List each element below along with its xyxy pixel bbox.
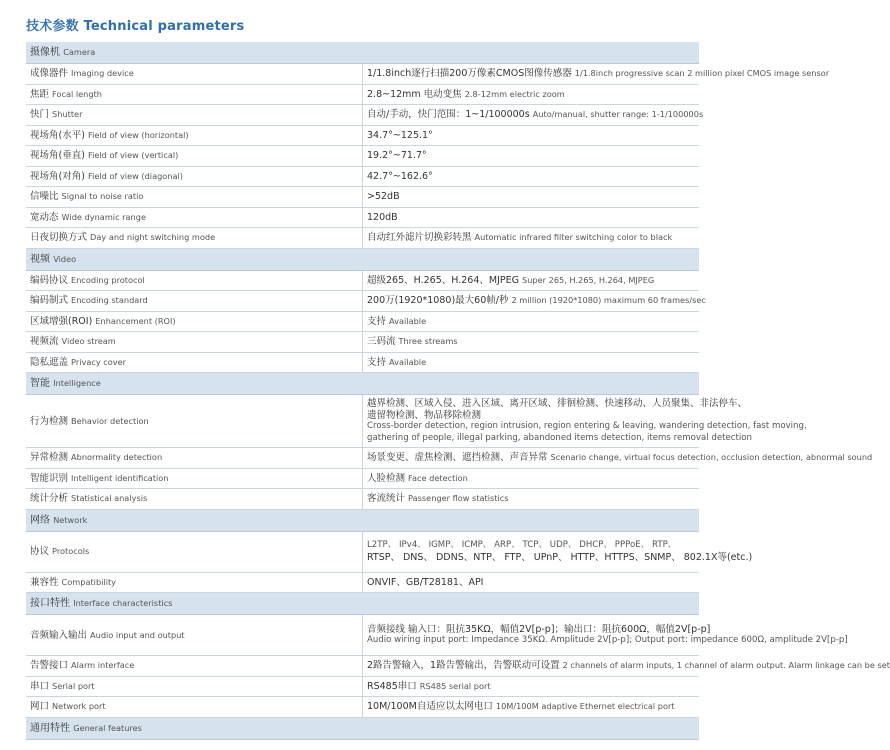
spec-row: [26, 395, 699, 448]
spec-label-cn: 宽动态: [30, 211, 59, 223]
spec-label-cn: 快门: [30, 109, 50, 121]
spec-value-cn: 200万(1920*1080)最大60帧/秒: [367, 295, 509, 307]
spec-label: [26, 270, 363, 291]
spec-value: [363, 64, 830, 85]
section-title-cn: 智能: [30, 378, 50, 389]
spec-label-en: Protocols: [52, 546, 90, 556]
spec-label: [26, 676, 363, 697]
spec-value-cn: 19.2°~71.7°: [367, 150, 427, 162]
spec-value-line: 越界检测、区域入侵、进入区域、离开区域、徘徊检测、快速移动、人员聚集、非法停车、: [367, 398, 748, 409]
spec-label-en: Alarm interface: [71, 660, 135, 671]
section-title-cn: 网络: [30, 514, 50, 526]
spec-label-cn: 告警接口: [30, 660, 69, 672]
spec-value-cn: 120dB: [367, 211, 398, 223]
spec-row: [26, 228, 699, 249]
spec-label: [26, 64, 363, 85]
spec-label-cn: 串口: [30, 680, 50, 692]
section-title-cn: 视频: [30, 253, 50, 265]
spec-label: [26, 395, 363, 448]
spec-value-cn: 34.7°~125.1°: [367, 129, 433, 141]
spec-value-line: Audio wiring input port: Impedance 35KΩ. Amplitude 2V[p-p]; Output port: impedance 600Ω, amplitude 2V[p-p]: [367, 635, 848, 645]
spec-value-en: RS485 serial port: [419, 680, 491, 691]
spec-label-cn: 日夜切换方式: [30, 232, 88, 244]
spec-value-line: RTSP、 DNS、 DDNS、NTP、 FTP、 UPnP、 HTTP、HTTPS、SNMP、 802.1X等(etc.): [367, 551, 753, 563]
spec-label-en: Field of view (diagonal): [87, 170, 183, 181]
spec-label-cn: 统计分析: [30, 493, 69, 505]
spec-label-en: Enhancement (ROI): [95, 315, 176, 326]
spec-value: [363, 84, 700, 105]
spec-label: [26, 291, 363, 312]
spec-label-en: Focal length: [52, 88, 102, 99]
spec-label-en: Network port: [52, 701, 106, 712]
spec-row: [26, 125, 699, 146]
spec-value: [363, 395, 807, 448]
spec-label: [26, 656, 363, 677]
spec-label: [26, 332, 363, 353]
section-header: [26, 717, 699, 739]
section-title-cn: 接口特性: [30, 598, 70, 609]
spec-value: [363, 125, 700, 146]
section-header: [26, 248, 699, 270]
spec-row: [26, 352, 699, 373]
spec-label: [26, 531, 363, 572]
spec-row: [26, 676, 699, 697]
spec-table: [26, 42, 890, 740]
spec-value-en: Super 265, H.265, H.264, MJPEG: [522, 274, 655, 285]
spec-value-cn: 42.7°~162.6°: [367, 170, 433, 182]
spec-row: [26, 615, 699, 656]
spec-label-en: Encoding protocol: [71, 274, 145, 285]
spec-row: [26, 572, 699, 593]
spec-label-cn: 编码协议: [30, 274, 69, 286]
spec-value-cn: >52dB: [367, 191, 400, 203]
spec-label-cn: 区域增强(ROI): [30, 315, 93, 327]
spec-label-en: Wide dynamic range: [61, 211, 146, 222]
page-title-en: Technical parameters: [83, 19, 245, 34]
section-title-en: Network: [53, 514, 88, 525]
spec-value-en: 1/1.8inch progressive scan 2 million pixel CMOS image sensor: [574, 68, 830, 79]
spec-label-cn: 音频输入输出: [30, 629, 88, 641]
spec-row: [26, 105, 699, 126]
spec-label-en: Abnormality detection: [71, 452, 163, 463]
spec-value-cn: 10M/100M自适应以太网电口: [367, 701, 493, 713]
spec-label-cn: 视频流: [30, 336, 59, 348]
spec-value-en: 2 million (1920*1080) maximum 60 frames/sec: [511, 295, 706, 306]
spec-label: [26, 572, 363, 593]
spec-label-en: Field of view (horizontal): [87, 129, 189, 140]
spec-value: [363, 270, 700, 291]
spec-value-en: 10M/100M adaptive Ethernet electrical port: [495, 701, 675, 712]
page-title: [26, 15, 244, 34]
spec-value-en: Available: [389, 315, 427, 326]
spec-value-cn: 2.8~12mm 电动变焦: [367, 88, 462, 100]
spec-value-cn: 三码流: [367, 336, 396, 348]
spec-row: [26, 84, 699, 105]
spec-label-cn: 成像器件: [30, 68, 69, 80]
spec-label-en: Encoding standard: [71, 295, 148, 306]
spec-value: [363, 531, 753, 572]
section-title: [26, 509, 699, 531]
section-title: [26, 593, 699, 615]
spec-label: [26, 311, 363, 332]
spec-value-en: Automatic infrared filter switching color to black: [474, 232, 673, 243]
spec-value: [363, 187, 700, 208]
spec-value: [363, 697, 700, 718]
spec-value-en: Auto/manual, shutter range: 1-1/100000s: [532, 109, 704, 120]
spec-row: [26, 207, 699, 228]
section-title: [26, 42, 699, 64]
spec-label: [26, 468, 363, 489]
section-title-en: Intelligence: [53, 378, 101, 388]
spec-label-cn: 协议: [30, 546, 50, 557]
spec-value-cn: 超级265、H.265、H.264、MJPEG: [367, 274, 519, 286]
spec-label: [26, 448, 363, 469]
spec-row: [26, 146, 699, 167]
section-title-en: Camera: [63, 47, 96, 57]
spec-label-en: Audio input and output: [90, 629, 185, 640]
spec-label-cn: 行为检测: [30, 415, 69, 427]
spec-row: [26, 270, 699, 291]
spec-label: [26, 207, 363, 228]
spec-value: [363, 656, 890, 677]
section-title: [26, 717, 699, 739]
spec-label-cn: 视场角(垂直): [30, 150, 85, 162]
spec-label-en: Privacy cover: [71, 356, 127, 367]
spec-row: [26, 291, 699, 312]
section-header: [26, 593, 699, 615]
spec-row: [26, 166, 699, 187]
spec-value: [363, 332, 700, 353]
spec-label-en: Compatibility: [61, 576, 117, 587]
spec-value-en: Face detection: [408, 472, 468, 483]
section-title-en: Interface characteristics: [73, 598, 173, 608]
spec-value: [363, 615, 848, 656]
spec-value: [363, 146, 700, 167]
spec-row: [26, 531, 699, 572]
spec-label: [26, 489, 363, 510]
spec-label-en: Field of view (vertical): [87, 150, 179, 161]
spec-label: [26, 105, 363, 126]
spec-label-en: Imaging device: [71, 68, 134, 79]
spec-row: [26, 64, 699, 85]
section-title-cn: 通用特性: [30, 722, 70, 734]
spec-row: [26, 311, 699, 332]
section-header: [26, 509, 699, 531]
spec-value: [363, 448, 873, 469]
spec-value-cn: 场景变更、虚焦检测、遮挡检测、声音异常: [367, 452, 548, 464]
spec-value: [363, 166, 700, 187]
spec-value-cn: 支持: [367, 356, 387, 368]
spec-label: [26, 125, 363, 146]
spec-value-line: 遗留物检测、物品移除检测: [367, 409, 482, 421]
page-title-cn: 技术参数: [26, 19, 79, 34]
spec-label-cn: 焦距: [30, 88, 50, 100]
spec-value-en: Passenger flow statistics: [408, 493, 509, 504]
spec-label-cn: 兼容性: [30, 576, 59, 588]
spec-label-cn: 智能识别: [30, 472, 69, 484]
spec-value-cn: ONVIF、GB/T28181、API: [367, 576, 484, 588]
spec-label-cn: 异常检测: [30, 452, 69, 464]
spec-row: [26, 489, 699, 510]
spec-value: [363, 489, 700, 510]
spec-label-cn: 视场角(水平): [30, 129, 85, 141]
spec-value: [363, 676, 700, 697]
spec-value-en: Scenario change, virtual focus detection, occlusion detection, abnormal sound: [550, 452, 873, 463]
spec-row: [26, 656, 699, 677]
spec-label-cn: 视场角(对角): [30, 170, 85, 182]
spec-label: [26, 146, 363, 167]
spec-label-cn: 信噪比: [30, 191, 59, 203]
section-title-en: General features: [73, 722, 142, 733]
spec-label: [26, 697, 363, 718]
section-title: [26, 248, 699, 270]
section-title: [26, 373, 699, 395]
spec-value-line: Cross-border detection, region intrusion, region entering & leaving, wandering detection, fast moving,: [367, 421, 807, 431]
spec-label-en: Video stream: [61, 336, 116, 347]
spec-label: [26, 187, 363, 208]
spec-value-cn: 人脸检测: [367, 472, 406, 484]
spec-row: [26, 332, 699, 353]
spec-label: [26, 166, 363, 187]
spec-value-line: L2TP、 IPv4、 IGMP、 ICMP、 ARP、 TCP、 UDP、 DHCP、 PPPoE、 RTP、: [367, 540, 677, 550]
spec-label-cn: 网口: [30, 701, 50, 713]
spec-value-cn: 自动/手动，快门范围：1~1/100000s: [367, 109, 530, 121]
spec-value-cn: 1/1.8inch逐行扫描200万像素CMOS图像传感器: [367, 68, 572, 80]
spec-label-cn: 编码制式: [30, 295, 69, 307]
spec-value-cn: RS485串口: [367, 680, 417, 692]
spec-value: [363, 352, 700, 373]
spec-value: [363, 572, 700, 593]
section-header: [26, 373, 699, 395]
spec-value-en: Three streams: [398, 336, 458, 347]
section-title-en: Video: [53, 253, 77, 264]
spec-label: [26, 84, 363, 105]
spec-label: [26, 615, 363, 656]
section-title-cn: 摄像机: [30, 47, 60, 58]
spec-label-en: Shutter: [52, 109, 83, 120]
spec-value: [363, 228, 700, 249]
spec-value: [363, 311, 700, 332]
spec-label: [26, 352, 363, 373]
spec-label-en: Day and night switching mode: [90, 232, 216, 243]
spec-row: [26, 187, 699, 208]
spec-value: [363, 291, 706, 312]
spec-label-en: Intelligent identification: [71, 472, 169, 483]
spec-row: [26, 468, 699, 489]
spec-value-cn: 自动红外滤片切换彩转黑: [367, 232, 472, 244]
spec-row: [26, 448, 699, 469]
spec-value-en: 2.8-12mm electric zoom: [464, 88, 565, 99]
spec-value-en: 2 channels of alarm inputs, 1 channel of alarm output. Alarm linkage can be set: [562, 660, 890, 671]
spec-value-cn: 客流统计: [367, 493, 406, 505]
spec-value: [363, 468, 700, 489]
spec-value-line: 音频接线 输入口：阻抗35KΩ，幅值2V[p-p]；输出口：阻抗600Ω，幅值2V[p-p]: [367, 623, 711, 635]
spec-row: [26, 697, 699, 718]
spec-label-en: Serial port: [52, 680, 95, 691]
spec-value-cn: 2路告警输入，1路告警输出，告警联动可设置: [367, 660, 560, 672]
spec-label-en: Behavior detection: [71, 415, 149, 426]
spec-label-en: Statistical analysis: [71, 493, 148, 504]
spec-value-cn: 支持: [367, 315, 387, 327]
spec-label-en: Signal to noise ratio: [61, 191, 144, 202]
section-header: [26, 42, 699, 64]
spec-value-en: Available: [389, 356, 427, 367]
spec-value: [363, 207, 700, 228]
spec-label: [26, 228, 363, 249]
spec-value-line: gathering of people, illegal parking, abandoned items detection, items removal detection: [367, 432, 752, 443]
spec-label-cn: 隐私遮盖: [30, 356, 69, 368]
spec-value: [363, 105, 704, 126]
